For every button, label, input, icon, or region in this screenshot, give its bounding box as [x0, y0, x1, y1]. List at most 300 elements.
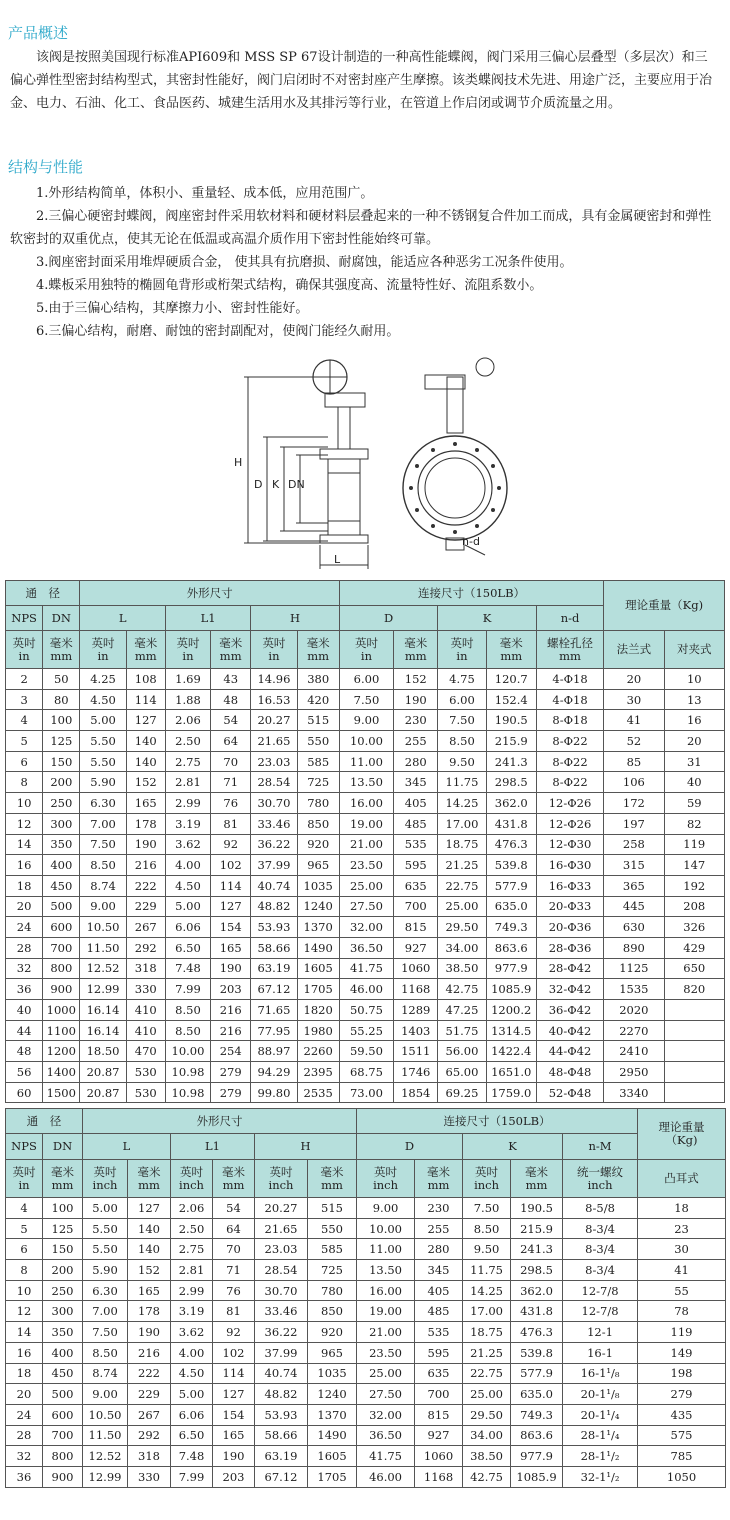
- table-cell: 4.75: [438, 669, 486, 690]
- table-cell: 108: [126, 669, 165, 690]
- table-row: [6, 1260, 726, 1281]
- table-cell: 36.50: [339, 937, 393, 958]
- table-cell: 71: [213, 1260, 255, 1281]
- table-cell: 32: [6, 958, 43, 979]
- table-cell: 190.5: [511, 1198, 563, 1219]
- table-cell: 197: [604, 813, 664, 834]
- table-cell: 6.50: [171, 1425, 213, 1446]
- table-cell: 78: [638, 1301, 726, 1322]
- th2-unit-mm: 毫米 mm: [128, 1160, 171, 1198]
- table-cell: 530: [126, 1082, 165, 1103]
- table-cell: [664, 1082, 724, 1103]
- table-cell: 5.90: [80, 772, 126, 793]
- table-cell: 577.9: [486, 875, 536, 896]
- table-cell: 380: [297, 669, 339, 690]
- table-cell: 725: [297, 772, 339, 793]
- table-cell: 635: [394, 875, 438, 896]
- table-cell: 55.25: [339, 1020, 393, 1041]
- table-cell: 279: [211, 1082, 251, 1103]
- table-cell: 3.62: [165, 834, 210, 855]
- table-cell: 190: [213, 1446, 255, 1467]
- table-cell: 577.9: [511, 1363, 563, 1384]
- table-cell: 11.75: [463, 1260, 511, 1281]
- table-cell: 51.75: [438, 1020, 486, 1041]
- table-cell: 215.9: [486, 731, 536, 752]
- table-cell: 152.4: [486, 689, 536, 710]
- th2-unit-inch: 英吋 in: [6, 1160, 43, 1198]
- table-cell: 152: [394, 669, 438, 690]
- table-cell: 70: [211, 751, 251, 772]
- table-cell: 362.0: [486, 793, 536, 814]
- table-cell: 8.50: [463, 1218, 511, 1239]
- table-cell: 88.97: [251, 1041, 297, 1062]
- table-row: [6, 1000, 725, 1021]
- table-cell: 927: [394, 937, 438, 958]
- table-cell: 920: [308, 1322, 357, 1343]
- th2-lug-type: 凸耳式: [638, 1160, 726, 1198]
- table-cell: 21.65: [255, 1218, 308, 1239]
- table-cell: 1000: [43, 1000, 80, 1021]
- table-cell: 46.00: [357, 1466, 415, 1487]
- table-cell: 405: [415, 1280, 463, 1301]
- table-cell: 36.22: [255, 1322, 308, 1343]
- th-l1: L1: [165, 606, 250, 631]
- feature-item: 5.由于三偏心结构，其摩擦力小、密封性能好。: [36, 301, 309, 316]
- th2-waixing: 外形尺寸: [83, 1109, 357, 1134]
- table-cell: 9.50: [438, 751, 486, 772]
- table-cell: 40.74: [251, 875, 297, 896]
- table-cell: 10: [664, 669, 724, 690]
- table-cell: 2: [6, 669, 43, 690]
- table-cell: 165: [213, 1425, 255, 1446]
- table-row: [6, 1280, 726, 1301]
- table-cell: 222: [128, 1363, 171, 1384]
- table-cell: 2.06: [165, 710, 210, 731]
- table-cell: 190.5: [486, 710, 536, 731]
- table-cell: 21.00: [357, 1322, 415, 1343]
- table-cell: 56: [6, 1062, 43, 1083]
- table-cell: 149: [638, 1342, 726, 1363]
- table-cell: 241.3: [511, 1239, 563, 1260]
- table-cell: 53.93: [251, 917, 297, 938]
- table-cell: 2.75: [171, 1239, 213, 1260]
- table-cell: 16: [664, 710, 724, 731]
- table-cell: 8-Φ22: [536, 772, 603, 793]
- table-cell: 17.00: [438, 813, 486, 834]
- table-cell: 16-1¹/₈: [563, 1363, 638, 1384]
- table-cell: 120.7: [486, 669, 536, 690]
- table-cell: 3340: [604, 1082, 664, 1103]
- th2-unit-inch: 英吋 inch: [357, 1160, 415, 1198]
- table-cell: 255: [394, 731, 438, 752]
- table-cell: 80: [43, 689, 80, 710]
- table-cell: 5.50: [80, 731, 126, 752]
- table-cell: 1605: [308, 1446, 357, 1467]
- table-cell: 8.50: [83, 1342, 128, 1363]
- table-cell: 1200: [43, 1041, 80, 1062]
- table-row: [6, 1062, 725, 1083]
- table-cell: 114: [213, 1363, 255, 1384]
- th-h: H: [251, 606, 340, 631]
- table-cell: 8.74: [83, 1363, 128, 1384]
- table-cell: 24: [6, 917, 43, 938]
- th2-unit-inch: 英吋 inch: [463, 1160, 511, 1198]
- table-cell: 3.19: [171, 1301, 213, 1322]
- table-cell: 500: [43, 896, 80, 917]
- table-cell: 1400: [43, 1062, 80, 1083]
- th-weight: 理论重量（Kg): [604, 581, 725, 631]
- table-cell: 700: [415, 1384, 463, 1405]
- th2-k: K: [463, 1134, 563, 1160]
- table-cell: 28: [6, 1425, 43, 1446]
- table-cell: 4-Φ18: [536, 669, 603, 690]
- table-cell: 6.06: [165, 917, 210, 938]
- table-cell: 815: [415, 1404, 463, 1425]
- table-cell: 28.54: [255, 1260, 308, 1281]
- table-cell: 28.54: [251, 772, 297, 793]
- table-cell: 25.00: [463, 1384, 511, 1405]
- th-unit-mm: 毫米 mm: [486, 631, 536, 669]
- feature-item: 4.蝶板采用独特的椭圆龟背形或桁架式结构，确保其强度高、流量特性好、流阻系数小。: [36, 278, 543, 293]
- table-row: [6, 875, 725, 896]
- table-cell: 38.50: [438, 958, 486, 979]
- table-cell: 28-1¹/₄: [563, 1425, 638, 1446]
- table-cell: 920: [297, 834, 339, 855]
- table-cell: 431.8: [486, 813, 536, 834]
- dim-label-l: L: [334, 553, 341, 566]
- table-cell: 106: [604, 772, 664, 793]
- table-cell: 34.00: [438, 937, 486, 958]
- th2-unit-mm: 毫米 mm: [415, 1160, 463, 1198]
- table-cell: 68.75: [339, 1062, 393, 1083]
- table-cell: 267: [126, 917, 165, 938]
- table-cell: 46.00: [339, 979, 393, 1000]
- table-cell: 5.90: [83, 1260, 128, 1281]
- table-cell: 280: [415, 1239, 463, 1260]
- table-cell: 10.98: [165, 1062, 210, 1083]
- table-cell: 28-Φ36: [536, 937, 603, 958]
- table-cell: 10.00: [339, 731, 393, 752]
- table-cell: 241.3: [486, 751, 536, 772]
- table-cell: 208: [664, 896, 724, 917]
- table-cell: 298.5: [486, 772, 536, 793]
- table-cell: 16-1: [563, 1342, 638, 1363]
- table-cell: 7.00: [80, 813, 126, 834]
- th-unit-mm: 毫米 mm: [211, 631, 251, 669]
- table-cell: 73.00: [339, 1082, 393, 1103]
- table-cell: 63.19: [251, 958, 297, 979]
- table-cell: 48: [211, 689, 251, 710]
- table-cell: 1854: [394, 1082, 438, 1103]
- th2-unit-mm: 毫米 mm: [43, 1160, 83, 1198]
- table-cell: 13.50: [339, 772, 393, 793]
- table-cell: 318: [126, 958, 165, 979]
- table-cell: 54: [213, 1198, 255, 1219]
- table-cell: 18.75: [438, 834, 486, 855]
- table-cell: 12.99: [80, 979, 126, 1000]
- table-cell: 550: [308, 1218, 357, 1239]
- table-cell: 21.25: [463, 1342, 511, 1363]
- table-cell: 12-7/8: [563, 1301, 638, 1322]
- table-cell: 4: [6, 710, 43, 731]
- table-cell: 1403: [394, 1020, 438, 1041]
- table-cell: 18: [638, 1198, 726, 1219]
- table-cell: 900: [43, 979, 80, 1000]
- th2-weight: 理论重量 （Kg): [638, 1109, 726, 1160]
- table-cell: 76: [213, 1280, 255, 1301]
- table-cell: 10.50: [80, 917, 126, 938]
- table-cell: 7.99: [171, 1466, 213, 1487]
- table-cell: 94.29: [251, 1062, 297, 1083]
- table-cell: 63.19: [255, 1446, 308, 1467]
- table-cell: 1605: [297, 958, 339, 979]
- table-cell: 25.00: [438, 896, 486, 917]
- table-cell: 28-1¹/₂: [563, 1446, 638, 1467]
- table-cell: 147: [664, 855, 724, 876]
- table-cell: 350: [43, 834, 80, 855]
- table-cell: 19.00: [339, 813, 393, 834]
- th-unit-inch: 英吋 in: [339, 631, 393, 669]
- table-cell: 405: [394, 793, 438, 814]
- table-cell: 1980: [297, 1020, 339, 1041]
- table-cell: 1759.0: [486, 1082, 536, 1103]
- table-cell: 67.12: [251, 979, 297, 1000]
- table-cell: 535: [415, 1322, 463, 1343]
- table-cell: 47.25: [438, 1000, 486, 1021]
- table-cell: 515: [297, 710, 339, 731]
- table-cell: 8-3/4: [563, 1239, 638, 1260]
- table-cell: 7.99: [165, 979, 210, 1000]
- table-cell: 255: [415, 1218, 463, 1239]
- th-unit-mm: 毫米 mm: [297, 631, 339, 669]
- table-cell: 203: [213, 1466, 255, 1487]
- table-cell: 2410: [604, 1041, 664, 1062]
- table-cell: 64: [213, 1218, 255, 1239]
- table-cell: 11.00: [357, 1239, 415, 1260]
- table-cell: 1060: [394, 958, 438, 979]
- table-cell: 7.50: [80, 834, 126, 855]
- table-cell: 1168: [394, 979, 438, 1000]
- table-cell: 3.62: [171, 1322, 213, 1343]
- table-cell: 6.30: [80, 793, 126, 814]
- table-cell: 11.75: [438, 772, 486, 793]
- table-cell: 595: [394, 855, 438, 876]
- table-cell: 119: [638, 1322, 726, 1343]
- flange-wafer-dimension-table: [5, 580, 725, 1103]
- table-cell: 38.50: [463, 1446, 511, 1467]
- table-cell: 37.99: [255, 1342, 308, 1363]
- table-cell: 800: [43, 958, 80, 979]
- table-cell: 927: [415, 1425, 463, 1446]
- table-cell: 4.50: [80, 689, 126, 710]
- table-cell: 69.25: [438, 1082, 486, 1103]
- table-cell: 71.65: [251, 1000, 297, 1021]
- table-cell: 8.50: [80, 855, 126, 876]
- table-cell: 27.50: [339, 896, 393, 917]
- table-cell: 216: [211, 1020, 251, 1041]
- table-cell: 863.6: [486, 937, 536, 958]
- table-cell: 12.99: [83, 1466, 128, 1487]
- table-cell: 8: [6, 1260, 43, 1281]
- table-cell: 7.00: [83, 1301, 128, 1322]
- table-cell: 1.88: [165, 689, 210, 710]
- th-unit-bolt: 螺栓孔径 mm: [536, 631, 603, 669]
- table-cell: [664, 1020, 724, 1041]
- table-cell: 36-Φ42: [536, 1000, 603, 1021]
- table-row: [6, 1239, 726, 1260]
- table-cell: 800: [43, 1446, 83, 1467]
- th2-nps: NPS: [6, 1134, 43, 1160]
- table-cell: 114: [126, 689, 165, 710]
- table-cell: 1500: [43, 1082, 80, 1103]
- table-cell: 10: [6, 1280, 43, 1301]
- table-cell: 99.80: [251, 1082, 297, 1103]
- table-row: [6, 979, 725, 1000]
- table-cell: 36: [6, 979, 43, 1000]
- table-cell: 585: [297, 751, 339, 772]
- dim-label-k: K: [272, 478, 280, 491]
- table-cell: 85: [604, 751, 664, 772]
- table-cell: 1168: [415, 1466, 463, 1487]
- table-cell: 24: [6, 1404, 43, 1425]
- table-cell: 82: [664, 813, 724, 834]
- table-row: [6, 669, 725, 690]
- table-cell: 650: [664, 958, 724, 979]
- table-cell: 4.50: [165, 875, 210, 896]
- table-cell: 230: [415, 1198, 463, 1219]
- table-cell: 215.9: [511, 1218, 563, 1239]
- table-cell: 2.99: [171, 1280, 213, 1301]
- table-row: [6, 1082, 725, 1103]
- table-cell: 20: [6, 1384, 43, 1405]
- table-cell: 100: [43, 1198, 83, 1219]
- table-cell: 890: [604, 937, 664, 958]
- table-cell: 977.9: [511, 1446, 563, 1467]
- lug-dimension-table: [5, 1108, 726, 1488]
- table-row: [6, 937, 725, 958]
- table-cell: 52: [604, 731, 664, 752]
- table-cell: 12-1: [563, 1322, 638, 1343]
- table-cell: 33.46: [251, 813, 297, 834]
- table-cell: 41.75: [357, 1446, 415, 1467]
- table-row: [6, 834, 725, 855]
- table-cell: 345: [394, 772, 438, 793]
- table-cell: 500: [43, 1384, 83, 1405]
- table-cell: 5.50: [83, 1218, 128, 1239]
- table-cell: 200: [43, 772, 80, 793]
- table-cell: 250: [43, 1280, 83, 1301]
- table-cell: 20.27: [255, 1198, 308, 1219]
- table-cell: 9.00: [357, 1198, 415, 1219]
- table-cell: 749.3: [511, 1404, 563, 1425]
- table-cell: 5.50: [83, 1239, 128, 1260]
- table-cell: 8-3/4: [563, 1260, 638, 1281]
- table-cell: 8: [6, 772, 43, 793]
- table-cell: 8.50: [438, 731, 486, 752]
- table-cell: 12.52: [83, 1446, 128, 1467]
- th2-lianjie: 连接尺寸（150LB）: [357, 1109, 638, 1134]
- table-row: [6, 1218, 726, 1239]
- table-cell: 20-1¹/₄: [563, 1404, 638, 1425]
- th2-h: H: [255, 1134, 357, 1160]
- table-cell: 530: [126, 1062, 165, 1083]
- th2-unit-mm: 毫米 mm: [308, 1160, 357, 1198]
- table-row: [6, 917, 725, 938]
- th-unit-inch: 英吋 in: [165, 631, 210, 669]
- table-cell: 410: [126, 1020, 165, 1041]
- table-cell: 60: [6, 1082, 43, 1103]
- table-cell: 140: [128, 1239, 171, 1260]
- table-cell: 59: [664, 793, 724, 814]
- table-cell: 32-Φ42: [536, 979, 603, 1000]
- table-cell: 445: [604, 896, 664, 917]
- table-cell: 485: [394, 813, 438, 834]
- table-cell: 429: [664, 937, 724, 958]
- table-cell: 258: [604, 834, 664, 855]
- table-cell: 30.70: [255, 1280, 308, 1301]
- table-cell: 7.50: [463, 1198, 511, 1219]
- table-cell: 18: [6, 1363, 43, 1384]
- table-cell: 254: [211, 1041, 251, 1062]
- th2-l: L: [83, 1134, 171, 1160]
- table-cell: 16.53: [251, 689, 297, 710]
- table-cell: 18: [6, 875, 43, 896]
- table-cell: 32.00: [357, 1404, 415, 1425]
- table-cell: 595: [415, 1342, 463, 1363]
- th2-dn: DN: [43, 1134, 83, 1160]
- table-cell: 2.99: [165, 793, 210, 814]
- table-cell: 700: [43, 937, 80, 958]
- th-dn: DN: [43, 606, 80, 631]
- table-cell: 280: [394, 751, 438, 772]
- feature-item: 1.外形结构简单，体积小、重量轻、成本低，应用范围广。: [36, 186, 374, 201]
- table-cell: 2535: [297, 1082, 339, 1103]
- table-cell: 1511: [394, 1041, 438, 1062]
- table-cell: 4: [6, 1198, 43, 1219]
- table-cell: 435: [638, 1404, 726, 1425]
- table-cell: 863.6: [511, 1425, 563, 1446]
- table-cell: 64: [211, 731, 251, 752]
- table-cell: 41: [638, 1260, 726, 1281]
- table-cell: 140: [126, 731, 165, 752]
- table-cell: 585: [308, 1239, 357, 1260]
- table-cell: 13: [664, 689, 724, 710]
- table-cell: 11.50: [83, 1425, 128, 1446]
- table-cell: 40: [6, 1000, 43, 1021]
- table-cell: 4-Φ18: [536, 689, 603, 710]
- table-cell: 1060: [415, 1446, 463, 1467]
- table-cell: 20: [664, 731, 724, 752]
- table-cell: 1100: [43, 1020, 80, 1041]
- table-cell: 1535: [604, 979, 664, 1000]
- table-cell: 19.00: [357, 1301, 415, 1322]
- table-cell: 1490: [308, 1425, 357, 1446]
- table-cell: 127: [211, 896, 251, 917]
- features-title: 结构与性能: [8, 158, 84, 176]
- overview-text: 该阀是按照美国现行标准API609和 MSS SP 67设计制造的一种高性能蝶阀，阀门采用三偏心层叠型（多层次）和三偏心弹性型密封结构型式，其密封性能好，阀门启闭时不对密封座产生摩擦。该类蝶阀技术先进、用途广泛，主要应用于冶金、电力、石油、化工、食品医药、城建生活用水及其排污等行业，在管道上作启闭或调节介质流量之用。: [10, 50, 713, 111]
- overview-title: 产品概述: [8, 24, 69, 42]
- feature-item: 6.三偏心结构，耐磨、耐蚀的密封副配对，使阀门能经久耐用。: [36, 324, 400, 339]
- table-cell: 300: [43, 1301, 83, 1322]
- table-cell: 48-Φ48: [536, 1062, 603, 1083]
- table-cell: 40.74: [255, 1363, 308, 1384]
- table-cell: 2.06: [171, 1198, 213, 1219]
- th2-d: D: [357, 1134, 463, 1160]
- table-cell: 330: [126, 979, 165, 1000]
- table-cell: 9.00: [339, 710, 393, 731]
- table-row: [6, 958, 725, 979]
- table-cell: 1370: [297, 917, 339, 938]
